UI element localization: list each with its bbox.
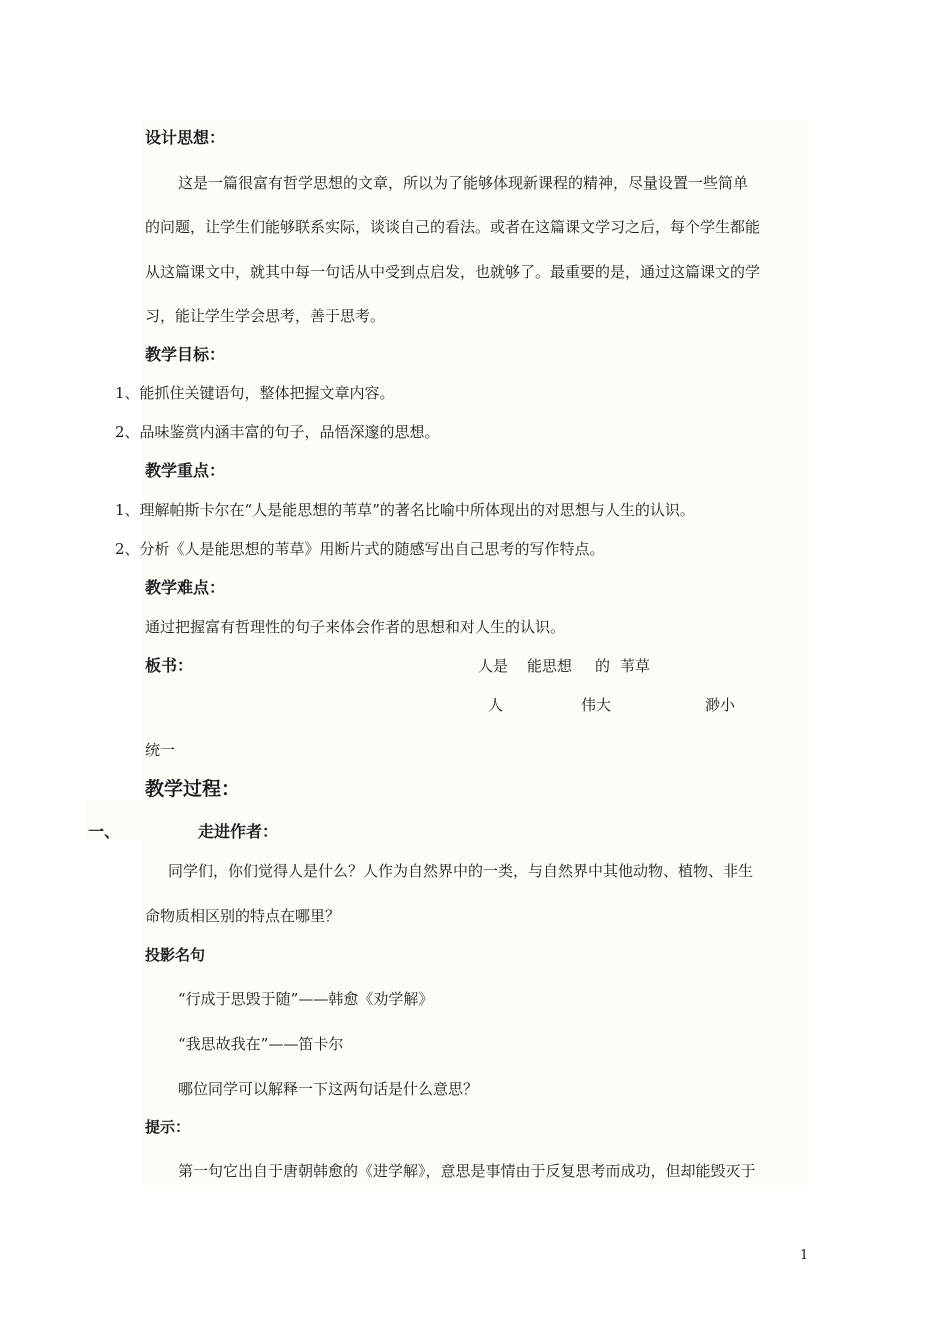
board-word-5: 人 — [488, 696, 504, 714]
ask-line: 哪位同学可以解释一下这两句话是什么意思？ — [178, 1080, 479, 1098]
hint-line-1: 第一句它出自于唐朝韩愈的《进学解》，意思是事情由于反复思考而成功，但却能毁灭于 — [178, 1162, 756, 1180]
design-line-3: 从这篇课文中，就其中每一句话从中受到点启发，也就够了。最重要的是，通过这篇课文的学 — [145, 263, 761, 281]
goal-item-1: 1、能抓住关键语句，整体把握文章内容。 — [115, 384, 395, 402]
design-line-4: 习，能让学生学会思考，善于思考。 — [145, 307, 386, 325]
design-line-1: 这是一篇很富有哲学思想的文章，所以为了能够体现新课程的精神，尽量设置一些简单 — [178, 174, 749, 192]
board-word-2: 能思想 — [527, 657, 573, 675]
difficulty-heading: 教学难点： — [145, 578, 226, 597]
board-word-4: 苇草 — [620, 657, 651, 675]
board-word-8: 统一 — [145, 741, 176, 759]
key-point-item-1: 1、理解帕斯卡尔在“人是能思想的苇草”的著名比喻中所体现出的对思想与人生的认识。 — [115, 501, 695, 519]
board-word-1: 人是 — [478, 657, 509, 675]
question-line-2: 命物质相区别的特点在哪里？ — [145, 907, 341, 925]
board-heading: 板书： — [145, 656, 194, 675]
projection-label: 投影名句 — [145, 946, 206, 964]
step-number: 一、 — [88, 822, 121, 841]
board-word-6: 伟大 — [581, 696, 612, 714]
quote-2: “我思故我在”——笛卡尔 — [178, 1035, 344, 1053]
hint-label: 提示： — [145, 1118, 191, 1136]
design-heading: 设计思想： — [145, 128, 226, 147]
board-word-7: 渺小 — [705, 696, 736, 714]
difficulty-text: 通过把握富有哲理性的句子来体会作者的思想和对人生的认识。 — [145, 618, 566, 636]
page-number: 1 — [800, 1248, 809, 1263]
step-title: 走进作者： — [198, 822, 279, 841]
board-word-3: 的 — [595, 657, 611, 675]
design-line-2: 的问题，让学生们能够联系实际，谈谈自己的看法。或者在这篇课文学习之后，每个学生都能 — [145, 218, 761, 236]
question-line-1: 同学们，你们觉得人是什么？人作为自然界中的一类，与自然界中其他动物、植物、非生 — [168, 862, 754, 880]
process-heading: 教学过程： — [145, 778, 241, 800]
key-points-heading: 教学重点： — [145, 461, 226, 480]
goals-heading: 教学目标： — [145, 345, 226, 364]
key-point-item-2: 2、分析《人是能思想的苇草》用断片式的随感写出自己思考的写作特点。 — [115, 540, 605, 558]
quote-1: “行成于思毁于随”——韩愈《劝学解》 — [178, 990, 434, 1008]
goal-item-2: 2、品味鉴赏内涵丰富的句子，品悟深邃的思想。 — [115, 423, 440, 441]
